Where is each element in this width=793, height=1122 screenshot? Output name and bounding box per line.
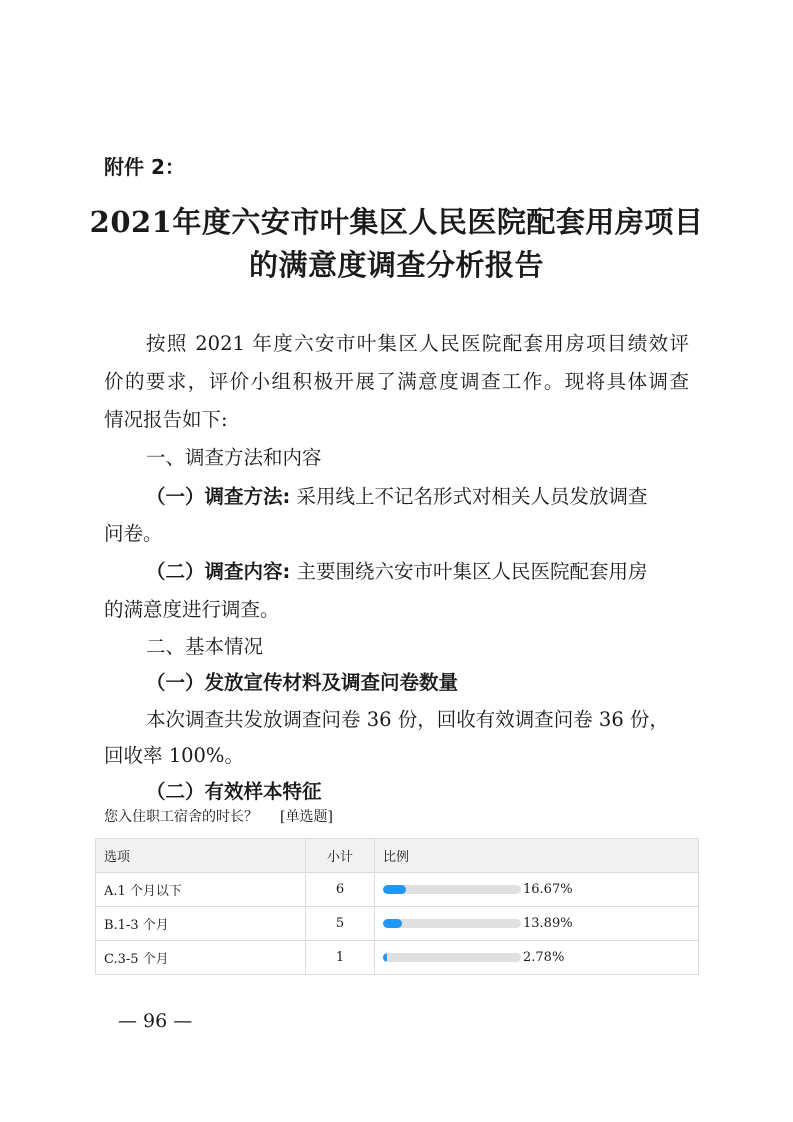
subsection-1-line-1: 本次调查共发放调查问卷 36 份，回收有效调查问卷 36 份， [146,708,669,731]
percent-bar-track [383,953,521,962]
header-percent: 比例 [375,839,699,873]
report-title-line2: 的满意度调查分析报告 [248,248,544,282]
table-row [96,873,699,907]
question-text: 您入住职工宿舍的时长？ [104,809,258,825]
section1-heading: 一、调查方法和内容 [146,446,322,469]
count-cell: 6 [306,873,375,907]
header-option: 选项 [96,839,306,873]
percent-bar-track [383,919,521,928]
percent-bar-track [383,885,521,894]
page-number: — 96 — [118,1010,193,1032]
percent-label: 16.67% [523,882,573,897]
option-cell: B.1-3 个月 [96,907,306,941]
content-continuation: 的满意度进行调查。 [104,598,280,621]
attachment-label: 附件 2： [104,155,185,179]
option-cell: C.3-5 个月 [96,941,306,975]
question-title [104,806,333,826]
question-type: [单选题] [280,809,333,825]
percent-bar-fill [383,919,402,928]
option-cell: A.1 个月以下 [96,873,306,907]
section2-heading: 二、基本情况 [146,635,264,658]
method-label: （一）调查方法: [146,485,291,508]
percent-cell [375,941,699,975]
header-count: 小计 [306,839,375,873]
subsection-2-heading: （二）有效样本特征 [146,780,322,803]
content-label: （二）调查内容: [146,560,291,583]
content-text: 主要围绕六安市叶集区人民医院配套用房 [290,560,648,583]
table-header-row [96,839,699,873]
subsection-1-heading: （一）发放宣传材料及调查问卷数量 [146,671,459,694]
table-row [96,907,699,941]
intro-line-3: 情况报告如下: [104,408,228,431]
content-paragraph [146,556,648,584]
percent-label: 13.89% [523,916,573,931]
percent-bar-fill [383,953,387,962]
method-paragraph [146,481,648,509]
intro-line-1: 按照 2021 年度六安市叶集区人民医院配套用房项目绩效评 [146,332,689,355]
percent-cell [375,907,699,941]
intro-line-2: 价的要求，评价小组积极开展了满意度调查工作。现将具体调查 [104,370,689,393]
percent-label: 2.78% [523,950,565,965]
count-cell: 5 [306,907,375,941]
subsection-1-line-2: 回收率 100%。 [104,744,244,767]
survey-result-table [95,838,699,975]
method-continuation: 问卷。 [104,522,163,545]
method-text: 采用线上不记名形式对相关人员发放调查 [290,485,648,508]
count-cell: 1 [306,941,375,975]
percent-bar-fill [383,885,406,894]
table-row [96,941,699,975]
percent-cell [375,873,699,907]
report-title-line1: 2021年度六安市叶集区人民医院配套用房项目 [89,205,704,239]
